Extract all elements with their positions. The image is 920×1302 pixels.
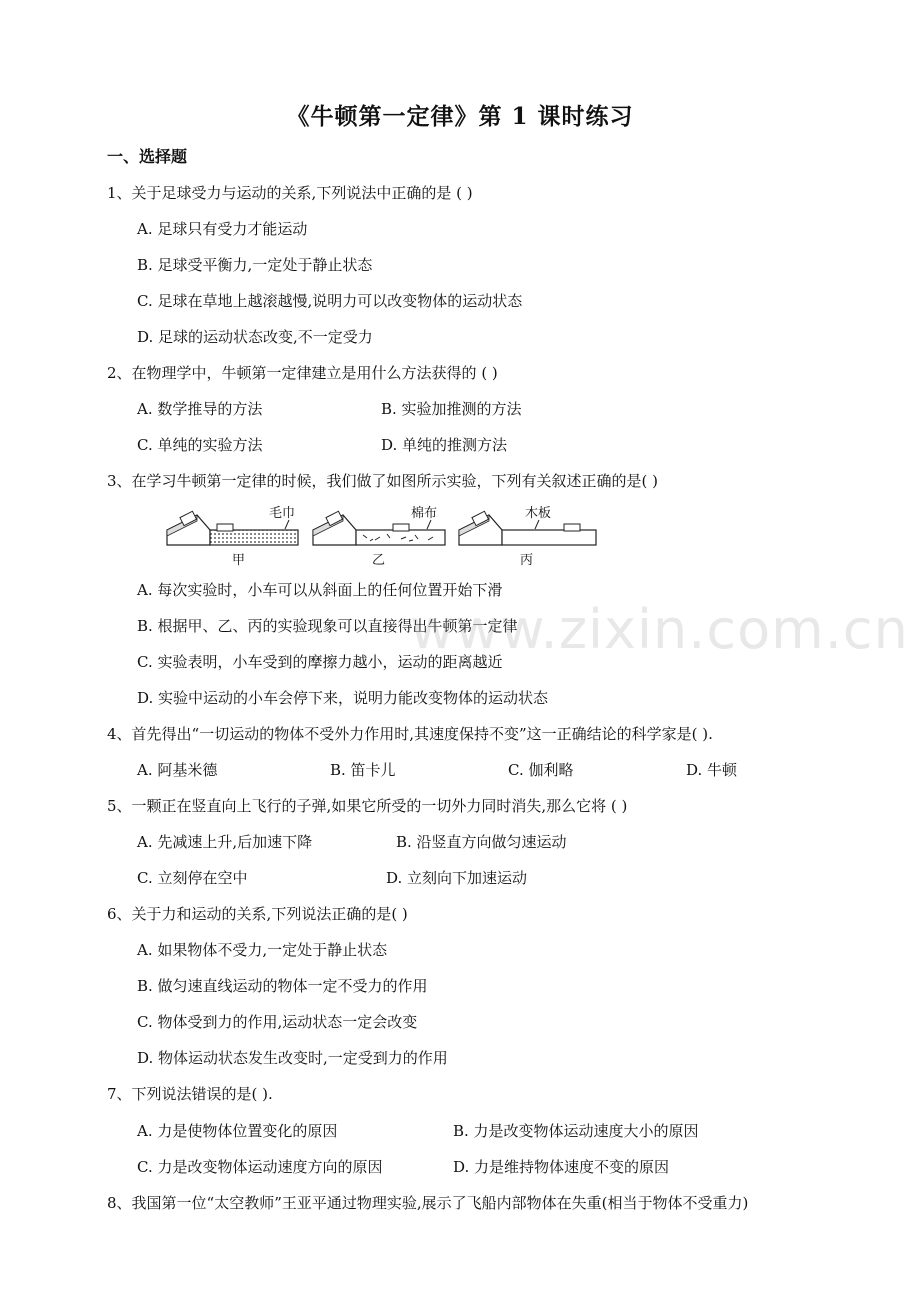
surface-label-cotton: 棉布 [411,506,438,521]
question-1-option-d: D. 足球的运动状态改变,不一定受力 [137,328,373,346]
question-1-option-c: C. 足球在草地上越滚越慢,说明力可以改变物体的运动状态 [137,292,523,310]
question-3-option-d: D. 实验中运动的小车会停下来，说明力能改变物体的运动状态 [137,689,549,707]
caption-bing: 丙 [520,553,534,568]
question-7-option-c: C. 力是改变物体运动速度方向的原因 [137,1158,383,1176]
question-5-option-d: D. 立刻向下加速运动 [386,869,528,887]
question-7-option-a: A. 力是使物体位置变化的原因 [137,1122,338,1140]
question-6-stem: 6、关于力和运动的关系,下列说法正确的是( ) [107,905,408,923]
question-5-option-b: B. 沿竖直方向做匀速运动 [396,833,567,851]
question-3-option-b: B. 根据甲、乙、丙的实验现象可以直接得出牛顿第一定律 [137,617,518,635]
question-5-option-c: C. 立刻停在空中 [137,869,248,887]
surface-label-towel: 毛巾 [269,506,296,521]
caption-yi: 乙 [372,553,386,568]
question-1-option-a: A. 足球只有受力才能运动 [137,220,308,238]
panel-cotton [313,505,445,568]
question-7-stem: 7、下列说法错误的是( ). [107,1085,273,1103]
panel-towel [167,505,298,568]
question-6-option-b: B. 做匀速直线运动的物体一定不受力的作用 [137,977,428,995]
experiment-figure [165,500,605,572]
question-3-option-c: C. 实验表明，小车受到的摩擦力越小，运动的距离越近 [137,653,503,671]
question-5-stem: 5、一颗正在竖直向上飞行的子弹,如果它所受的一切外力同时消失,那么它将 ( ) [107,797,628,815]
question-4-option-b: B. 笛卡儿 [330,761,396,779]
question-4-option-d: D. 牛顿 [686,761,738,779]
question-2-option-b: B. 实验加推测的方法 [381,400,522,418]
question-3-stem: 3、在学习牛顿第一定律的时候，我们做了如图所示实验，下列有关叙述正确的是( ) [107,472,659,490]
question-4-stem: 4、首先得出“一切运动的物体不受外力作用时,其速度保持不变”这一正确结论的科学家是( ). [107,725,713,743]
section-heading: 一、选择题 [107,147,188,166]
question-7-option-b: B. 力是改变物体运动速度大小的原因 [453,1122,699,1140]
question-8-stem: 8、我国第一位“太空教师”王亚平通过物理实验,展示了飞船内部物体在失重(相当于物体不受重力) [107,1194,749,1212]
question-1-option-b: B. 足球受平衡力,一定处于静止状态 [137,256,373,274]
panel-wood [459,505,596,568]
question-4-option-c: C. 伽利略 [508,761,574,779]
question-2-option-d: D. 单纯的推测方法 [381,436,508,454]
watermark: www.zixin.com.cn [410,598,909,661]
question-6-option-a: A. 如果物体不受力,一定处于静止状态 [137,941,388,959]
question-6-option-c: C. 物体受到力的作用,运动状态一定会改变 [137,1013,418,1031]
question-4-option-a: A. 阿基米德 [137,761,218,779]
question-2-option-c: C. 单纯的实验方法 [137,436,263,454]
question-3-option-a: A. 每次实验时，小车可以从斜面上的任何位置开始下滑 [137,581,503,599]
question-2-stem: 2、在物理学中，牛顿第一定律建立是用什么方法获得的 ( ) [107,364,498,382]
caption-jia: 甲 [232,553,246,568]
question-6-option-d: D. 物体运动状态发生改变时,一定受到力的作用 [137,1049,448,1067]
question-5-option-a: A. 先减速上升,后加速下降 [137,833,313,851]
question-2-option-a: A. 数学推导的方法 [137,400,263,418]
question-1-stem: 1、关于足球受力与运动的关系,下列说法中正确的是 ( ) [107,184,473,202]
surface-label-wood: 木板 [525,506,552,521]
question-7-option-d: D. 力是维持物体速度不变的原因 [453,1158,670,1176]
document-title: 《牛顿第一定律》第 1 课时练习 [286,103,634,130]
